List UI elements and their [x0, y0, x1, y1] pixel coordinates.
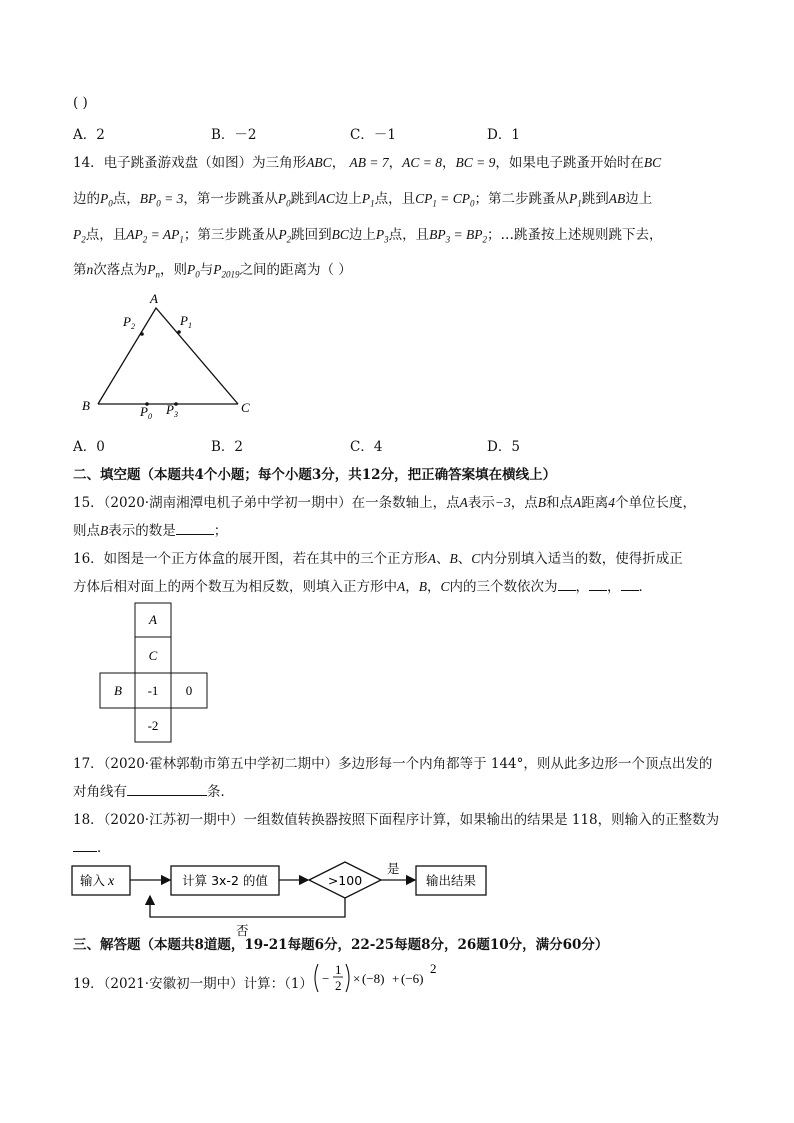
label-p0: $P_0$	[140, 404, 152, 421]
q19-left-paren	[315, 964, 318, 992]
cube-label-zero: 0	[185, 683, 193, 698]
q16-line-1: 16．如图是一个正方体盒的展开图，若在其中的三个正方形A、B、C内分别填入适当的数，使得折成正	[73, 551, 683, 567]
q13-option-a: A．2	[73, 127, 105, 143]
q18-line-1: 18．（2020·江苏初一期中）一组数值转换器按照下面程序计算，如果输出的结果是 118，则输入的正整数为	[73, 812, 720, 828]
q14-line-1: 14．电子跳蚤游戏盘（如图）为三角形ABC， AB = 7，AC = 8，BC = 9，如果电子跳蚤开始时在BC	[73, 155, 662, 171]
q19-plus: +	[392, 971, 400, 986]
q13-option-d: D．1	[487, 127, 520, 143]
q19-times: ×	[353, 971, 361, 986]
label-p2: $P_2$	[123, 314, 135, 331]
q19-minus: −	[322, 971, 330, 986]
cube-label-b: B	[114, 683, 122, 698]
q13-option-b: B．－2	[211, 127, 257, 143]
q16-line-2: 方体后相对面上的两个数互为相反数，则填入正方形中A，B，C内的三个数依次为 ， ， ．	[73, 579, 653, 595]
q14-line-2: 边的$P_0$点，$BP_0 = 3$，第一步跳蚤从$P_0$跳到AC边上$P_1$点，且$CP_1 = CP_0$；第二步跳蚤从$P_1$跳到AB边上	[73, 191, 653, 209]
q17-line-2: 对角线有 条．	[73, 784, 234, 800]
label-c: C	[241, 400, 250, 415]
cube-label-a: A	[149, 612, 157, 627]
q14-line-4: 第n次落点为$P_n$，则$P_0$与$P_{2019}$之间的距离为（ ）	[73, 262, 352, 280]
q19-numerator: 1	[335, 962, 342, 977]
flow-no-label: 否	[236, 923, 249, 938]
q14-option-b: B．2	[211, 439, 244, 455]
q15-line-1: 15．（2020·湖南湘潭电机子弟中学初一期中）在一条数轴上，点A表示−3，点B和点A距离4个单位长度，	[73, 495, 696, 511]
label-a: A	[150, 291, 158, 306]
q17-line-1: 17．（2020·霍林郭勒市第五中学初二期中）多边形每一个内角都等于 144°，则从此多边形一个顶点出发的	[73, 756, 713, 772]
q15-line-2: 则点B表示的数是 ；	[73, 523, 228, 539]
q13-option-c: C．－1	[350, 127, 396, 143]
label-p1: $P_1$	[180, 313, 192, 330]
cube-label-minus-1: -1	[147, 683, 159, 698]
q13-answer-paren: ( )	[73, 95, 88, 111]
q14-option-d: D．5	[487, 439, 520, 455]
label-p3: $P_3$	[166, 402, 178, 419]
q19-neg8: (−8)	[362, 971, 385, 986]
q14-option-a: A．0	[73, 439, 105, 455]
q18-line-2: ．	[73, 836, 111, 856]
q14-option-c: C．4	[350, 439, 383, 455]
flow-calc-label: 计算 3x-2 的值	[182, 873, 268, 888]
flow-input-label: 输入 x	[80, 873, 115, 889]
q19-right-paren	[346, 964, 349, 992]
section-3-heading: 三、解答题（本题共8道题，19-21每题6分，22-25每题8分，26题10分，满分60分）	[73, 937, 609, 953]
q19-prefix: 19．（2021·安徽初一期中）计算：（1）	[73, 976, 313, 992]
q19-neg6: (−6)	[401, 971, 424, 986]
q19-exponent: 2	[430, 961, 437, 976]
section-2-heading: 二、填空题（本题共4个小题；每个小题3分，共12分，把正确答案填在横线上）	[73, 467, 557, 483]
cube-label-minus-2: -2	[147, 718, 159, 733]
cube-label-c: C	[148, 648, 158, 663]
flow-cond-label: >100	[327, 873, 363, 888]
flow-output-label: 输出结果	[425, 873, 477, 888]
label-b: B	[82, 398, 90, 413]
q19-denominator: 2	[335, 978, 342, 993]
flow-yes-label: 是	[387, 861, 400, 876]
q14-line-3: $P_2$点，且$AP_2 = AP_1$；第三步跳蚤从$P_2$跳回到BC边上$P_3$点，且$BP_3 = BP_2$；…跳蚤按上述规则跳下去，	[73, 227, 663, 245]
